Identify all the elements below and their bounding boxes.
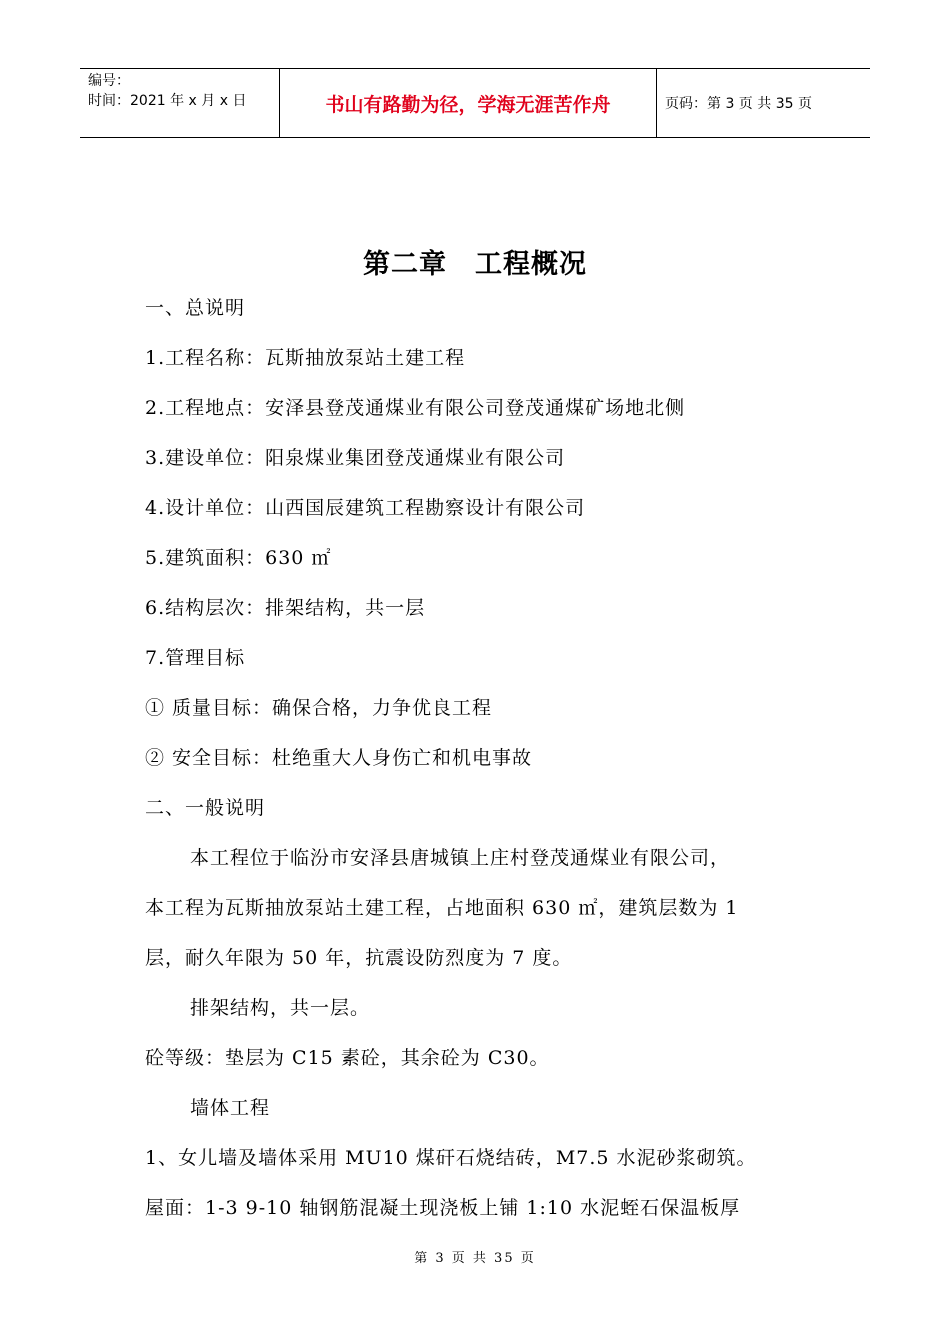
paragraph-line: 墙体工程 bbox=[190, 1097, 271, 1119]
body-line: 2.工程地点：安泽县登茂通煤业有限公司登茂通煤矿场地北侧 bbox=[145, 397, 686, 419]
header-meta bbox=[80, 69, 280, 137]
header-motto: 书山有路勤为径，学海无涯苦作舟 bbox=[280, 69, 657, 137]
body-line: 1.工程名称：瓦斯抽放泵站土建工程 bbox=[145, 347, 466, 369]
section-heading: 一、总说明 bbox=[145, 297, 246, 319]
body-line: 4.设计单位：山西国辰建筑工程勘察设计有限公司 bbox=[145, 497, 586, 519]
time-label: 时间：2021 年 x 月 x 日 bbox=[88, 93, 247, 109]
document-body bbox=[145, 290, 815, 1240]
chapter-title: 工程概况 bbox=[475, 249, 587, 280]
page-footer: 第 3 页 共 35 页 bbox=[414, 1251, 536, 1266]
body-line: ① 质量目标：确保合格，力争优良工程 bbox=[145, 697, 493, 719]
paragraph-line: 层，耐久年限为 50 年，抗震设防烈度为 7 度。 bbox=[145, 947, 573, 969]
paragraph-line: 本工程为瓦斯抽放泵站土建工程，占地面积 630 ㎡，建筑层数为 1 bbox=[145, 897, 739, 919]
body-line: 7.管理目标 bbox=[145, 647, 246, 669]
paragraph-line: 屋面：1-3 9-10 轴钢筋混凝土现浇板上铺 1:10 水泥蛭石保温板厚 bbox=[145, 1197, 741, 1219]
chapter-heading bbox=[0, 242, 950, 281]
body-line: 6.结构层次：排架结构，共一层 bbox=[145, 597, 426, 619]
chapter-number: 第二章 bbox=[363, 249, 447, 280]
body-line: 3.建设单位：阳泉煤业集团登茂通煤业有限公司 bbox=[145, 447, 566, 469]
page-header bbox=[80, 68, 870, 138]
number-label: 编号： bbox=[88, 73, 130, 89]
paragraph-line: 排架结构，共一层。 bbox=[190, 997, 371, 1019]
body-line: 5.建筑面积：630 ㎡ bbox=[145, 547, 332, 569]
paragraph-line: 1、女儿墙及墙体采用 MU10 煤矸石烧结砖，M7.5 水泥砂浆砌筑。 bbox=[145, 1147, 757, 1169]
section-heading: 二、一般说明 bbox=[145, 797, 266, 819]
body-line: ② 安全目标：杜绝重大人身伤亡和机电事故 bbox=[145, 747, 533, 769]
paragraph-line: 砼等级：垫层为 C15 素砼，其余砼为 C30。 bbox=[145, 1047, 550, 1069]
paragraph-line: 本工程位于临汾市安泽县唐城镇上庄村登茂通煤业有限公司， bbox=[190, 847, 731, 869]
header-page-label: 页码：第 3 页 共 35 页 bbox=[665, 96, 812, 112]
